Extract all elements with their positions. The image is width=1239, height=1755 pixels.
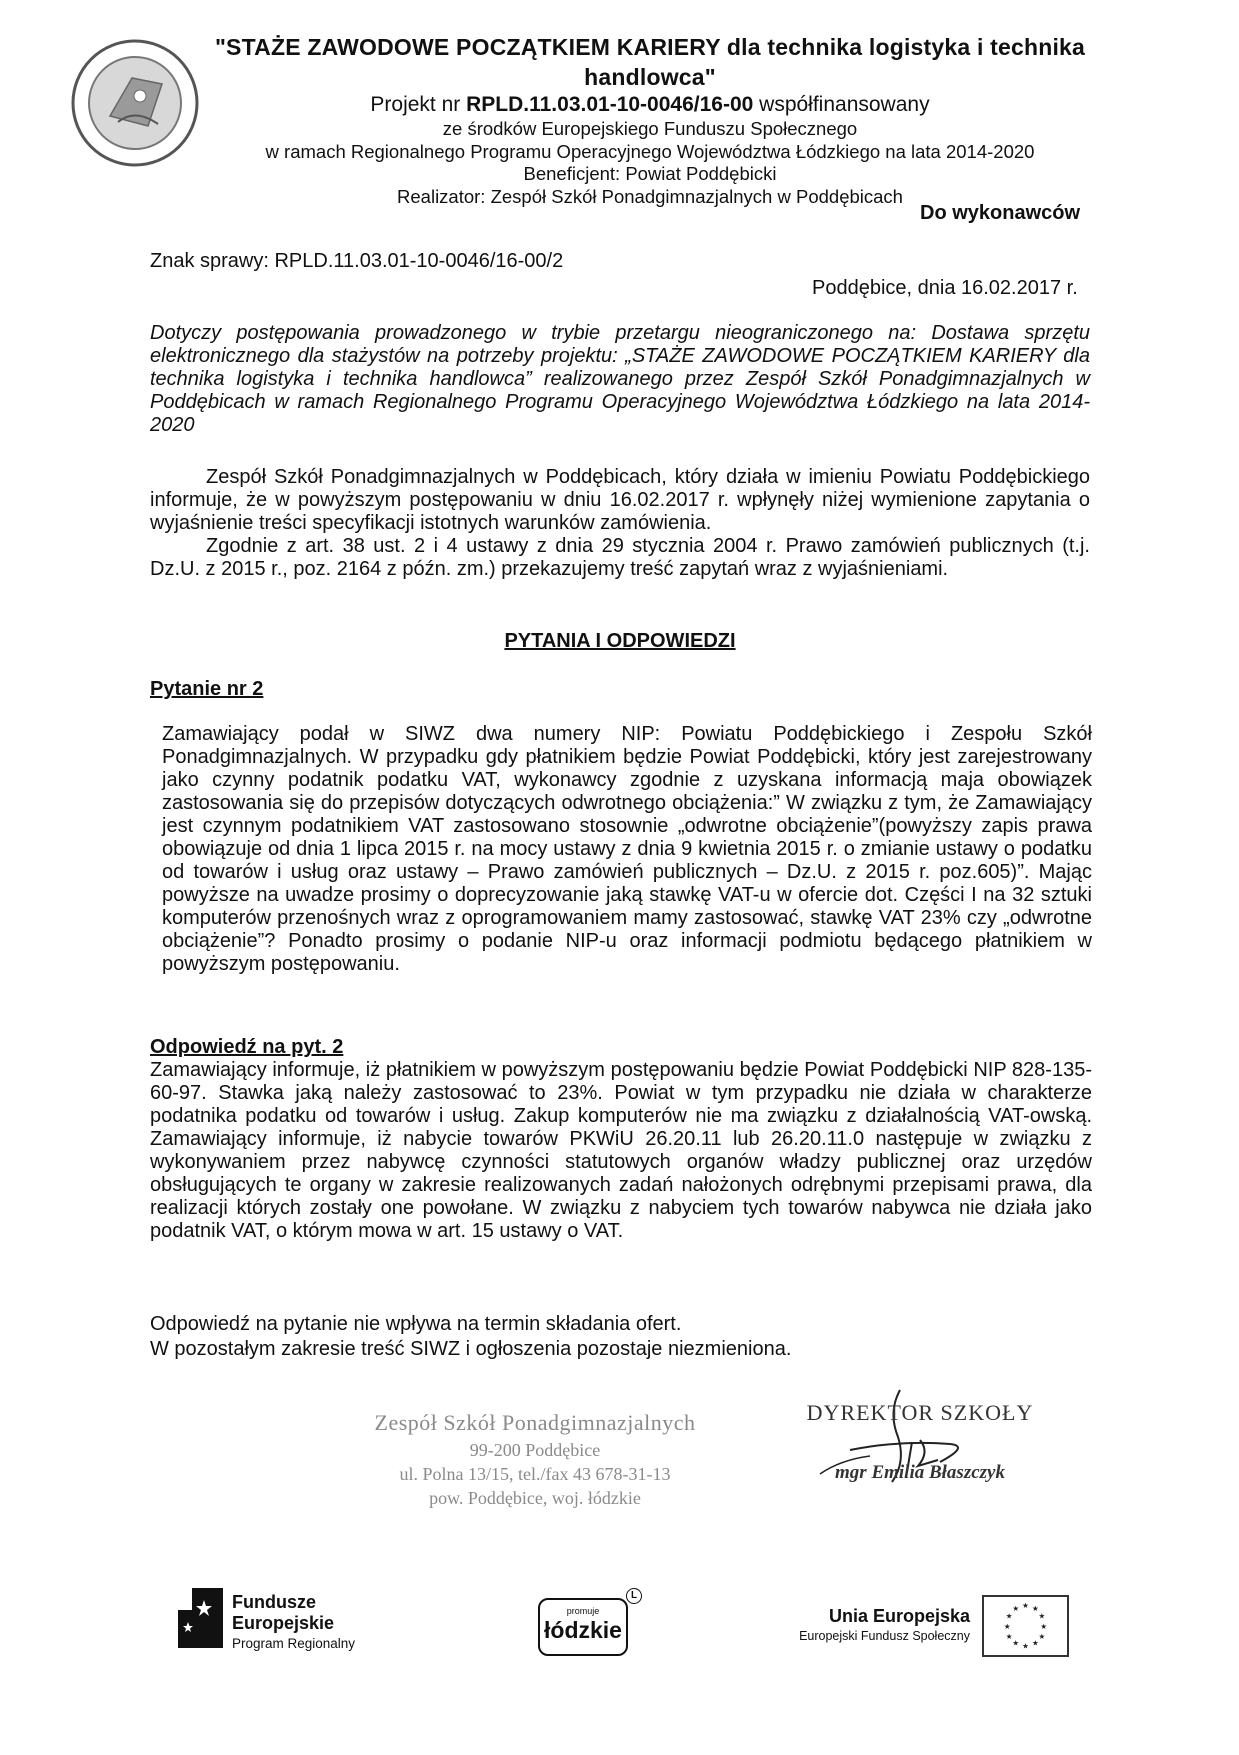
svg-text:★: ★	[1031, 1604, 1039, 1614]
stamp-line: pow. Poddębice, woj. łódzkie	[429, 1488, 641, 1508]
svg-text:★: ★	[1031, 1638, 1039, 1648]
project-number: RPLD.11.03.01-10-0046/16-00	[466, 93, 754, 116]
svg-text:★: ★	[1005, 1611, 1013, 1621]
answer-heading: Odpowiedź na pyt. 2	[150, 1036, 344, 1058]
section-title: PYTANIA I ODPOWIEDZI	[504, 630, 736, 652]
case-number: Znak sprawy: RPLD.11.03.01-10-0046/16-00/2	[150, 250, 564, 272]
promuje-lodzkie-logo: promuje łódzkie	[538, 1598, 628, 1656]
fundusze-europejskie-icon	[178, 1588, 223, 1648]
place-date: Poddębice, dnia 16.02.2017 r.	[812, 277, 1078, 299]
director-name: mgr Emilia Błaszczyk	[835, 1462, 1005, 1483]
svg-text:★: ★	[1022, 1641, 1029, 1651]
question-body: Zamawiający podał w SIWZ dwa numery NIP: Powiatu Poddębickiego i Zespołu Szkół Ponadgimnazjalnych. W przypadku gdy płatnikiem będzie Powiat Poddębicki, który jest zarejestrowany jako czynny podatnik podatku VAT, wykonawcy zgodnie z uzyskana informacją maja obowiązek zastosowania się do przepisów dotyczących odwrotnego obciążenia:” W związku z tym, że Zamawiający jest czynnym podatnikiem VAT zastosowano stosownie „odwrotne obciążenie”(powyższy zapis prawa obowiązuje od dnia 1 lipca 2015 r. na mocy ustawy z dnia 9 kwietnia 2015 r. o zmianie ustawy o podatku od towarów i usług oraz ustawy – Prawo zamówień publicznych – Dz.U. z 2015 r. poz.605)”. Mając powyższe na uwadze prosimy o doprecyzowanie jaką stawkę VAT-u w ofercie dot. Części I na 32 sztuki komputerów przenośnych wraz z oprogramowaniem mamy zastosować, stawkę VAT 23% czy „odwrotne obciążenie”? Ponadto prosimy o podanie NIP-u oraz informacji podmiotu będącego płatnikiem w powyższym postępowaniu.	[162, 723, 1092, 975]
director-title: DYREKTOR SZKOŁY	[806, 1400, 1034, 1425]
project-title: "STAŻE ZAWODOWE POCZĄTKIEM KARIERY dla technika logistyka i technika handlowca"	[214, 34, 1086, 90]
project-number-line: Projekt nr RPLD.11.03.01-10-0046/16-00 współfinansowany	[370, 93, 930, 116]
registered-mark-icon: L	[626, 1588, 642, 1604]
svg-text:★: ★	[1005, 1632, 1013, 1642]
header-line: w ramach Regionalnego Programu Operacyjnego Województwa Łódzkiego na lata 2014-2020	[265, 140, 1035, 162]
stamp-line: 99-200 Poddębice	[469, 1440, 601, 1460]
header-line: ze środków Europejskiego Funduszu Społecznego	[442, 118, 858, 139]
fundusze-europejskie-logo-text: Fundusze Europejskie Program Regionalny	[232, 1592, 356, 1651]
svg-text:★: ★	[1038, 1632, 1046, 1642]
intro-paragraph: Zgodnie z art. 38 ust. 2 i 4 ustawy z dnia 29 stycznia 2004 r. Prawo zamówień publicznych (t.j. Dz.U. z 2015 r., poz. 2164 z późn. zm.) przekazujemy treść zapytań wraz z wyjaśnieniami.	[150, 535, 1090, 580]
closing-notes	[150, 1312, 1090, 1362]
stamp-line: ul. Polna 13/15, tel./fax 43 678-31-13	[399, 1464, 671, 1484]
stamp-line: Zespół Szkół Ponadgimnazjalnych	[374, 1410, 696, 1435]
svg-text:★: ★	[1040, 1621, 1048, 1631]
closing-line: W pozostałym zakresie treść SIWZ i ogłoszenia pozostaje niezmieniona.	[150, 1338, 792, 1360]
addressee: Do wykonawców	[920, 202, 1081, 224]
header-line: Realizator: Zespół Szkół Ponadgimnazjalnych w Poddębicach	[397, 185, 903, 207]
school-stamp	[340, 1408, 730, 1510]
eu-flag-icon	[982, 1595, 1069, 1657]
svg-text:★: ★	[1038, 1611, 1046, 1621]
svg-text:★: ★	[1012, 1638, 1020, 1648]
intro-paragraph: Zespół Szkół Ponadgimnazjalnych w Poddębicach, który działa w imieniu Powiatu Poddębickiego informuje, że w powyższym postępowaniu w dniu 16.02.2017 r. wpłynęły niżej wymienione zapytania o wyjaśnienie treści specyfikacji istotnych warunków zamówienia.	[150, 466, 1090, 534]
closing-line: Odpowiedź na pytanie nie wpływa na termin składania ofert.	[150, 1313, 682, 1335]
svg-text:★: ★	[1022, 1601, 1029, 1611]
answer-body: Zamawiający informuje, iż płatnikiem w powyższym postępowaniu będzie Powiat Poddębicki NIP 828-135-60-97. Stawka jaką należy zastosować to 23%. Powiat w tym przypadku nie działa w charakterze podatnika podatku od towarów i usług. Zakup komputerów nie ma związku z działalnością VAT-owską. Zamawiający informuje, iż nabycie towarów PKWiU 26.20.11 lub 26.20.11.0 następuje w związku z wykonywaniem przez nabywcę czynności statutowych organów władzy publicznej oraz urzędów obsługujących te organy w zakresie realizowanych zadań nałożonych odrębnymi przepisami prawa, dla realizacji których zostały one powołane. W związku z nabyciem tych towarów nabywca nie działa jako podatnik VAT, o którym mowa w art. 15 ustawy o VAT.	[150, 1059, 1092, 1242]
header-line: Beneficjent: Powiat Poddębicki	[523, 163, 777, 184]
subject-paragraph: Dotyczy postępowania prowadzonego w trybie przetargu nieograniczonego na: Dostawa sprzętu elektronicznego dla stażystów na potrzeby projektu: „STAŻE ZAWODOWE POCZĄTKIEM KARIERY dla technika logistyka i technika handlowca” realizowanego przez Zespół Szkół Ponadgimnazjalnych w Poddębicach w ramach Regionalnego Programu Operacyjnego Województwa Łódzkiego na lata 2014-2020	[150, 322, 1090, 436]
project-header	[150, 32, 1150, 208]
unia-europejska-logo-text: Unia Europejska Europejski Fundusz Społeczny	[799, 1606, 970, 1643]
svg-text:★: ★	[1003, 1621, 1011, 1631]
question-heading: Pytanie nr 2	[150, 678, 264, 700]
director-stamp	[760, 1400, 1080, 1484]
intro-section	[150, 466, 1090, 581]
svg-text:★: ★	[1012, 1604, 1020, 1614]
